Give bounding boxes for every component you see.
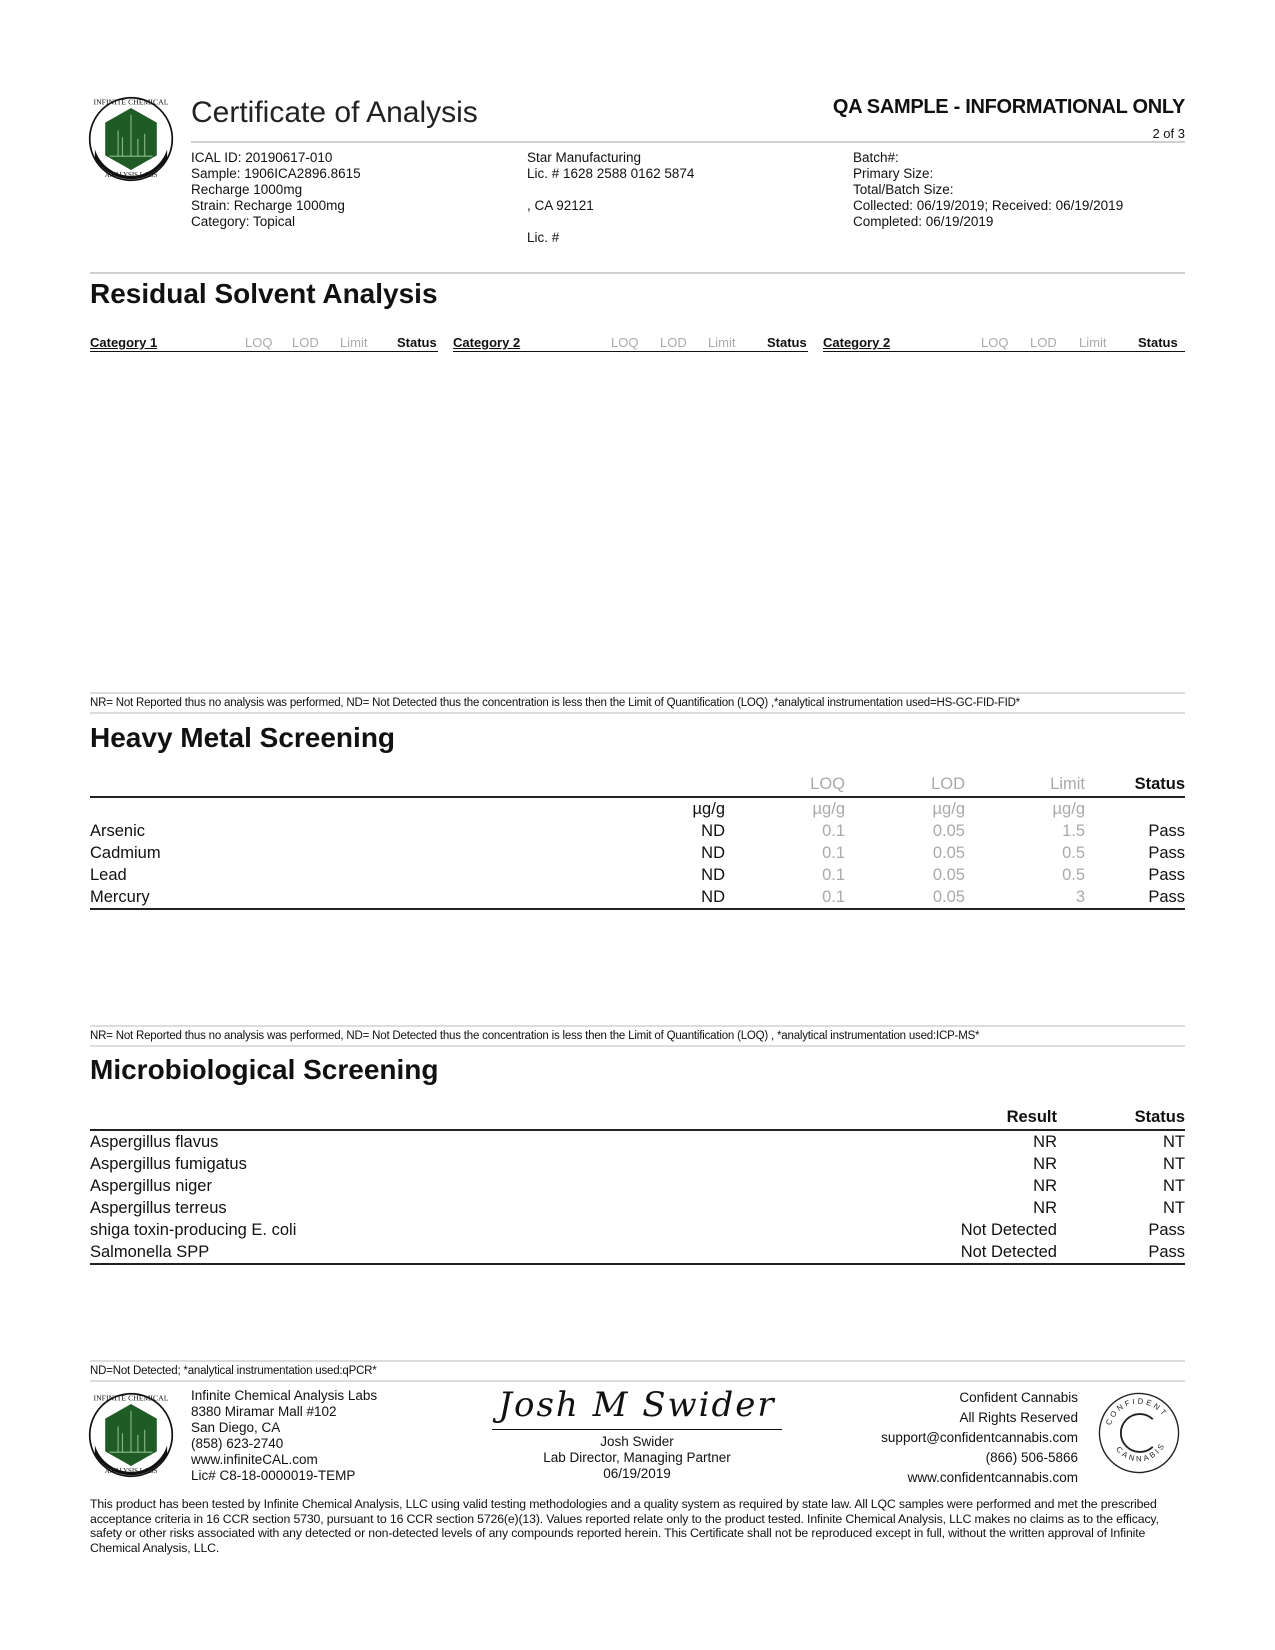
ical-footer-logo-icon bbox=[88, 1392, 174, 1478]
hm-limit-header: Limit bbox=[965, 772, 1085, 797]
page-indicator: 2 of 3 bbox=[1152, 126, 1185, 141]
status-value: Pass bbox=[1148, 865, 1185, 884]
svg-text:INFINITE CHEMICAL: INFINITE CHEMICAL bbox=[93, 97, 169, 107]
micro-status-header: Status bbox=[1057, 1105, 1185, 1130]
hm-status-header: Status bbox=[1085, 772, 1185, 797]
hm-lod-unit: µg/g bbox=[932, 799, 965, 818]
batch-size: Total/Batch Size: bbox=[853, 182, 954, 197]
result-value: ND bbox=[701, 821, 725, 840]
rs-category-header: Category 2 bbox=[453, 335, 521, 350]
cc-website: www.confidentcannabis.com bbox=[907, 1470, 1078, 1485]
analyte-name: Cadmium bbox=[90, 843, 161, 862]
result-value: NR bbox=[1033, 1154, 1057, 1173]
loq-value: 0.1 bbox=[822, 821, 845, 840]
svg-text:CONFIDENT: CONFIDENT bbox=[1103, 1396, 1170, 1427]
heavy-metal-table bbox=[90, 772, 1185, 910]
result-value: ND bbox=[701, 843, 725, 862]
completed-date: Completed: 06/19/2019 bbox=[853, 214, 994, 229]
rs-status-header: Status bbox=[767, 335, 807, 350]
rs-limit-header: Limit bbox=[708, 335, 736, 350]
lod-value: 0.05 bbox=[932, 821, 965, 840]
analyte-name: shiga toxin-producing E. coli bbox=[90, 1220, 297, 1239]
table-row bbox=[90, 864, 1185, 886]
sample-id: Sample: 1906ICA2896.8615 bbox=[191, 166, 361, 181]
rs-category-header: Category 2 bbox=[823, 335, 891, 350]
analyte-name: Aspergillus terreus bbox=[90, 1198, 227, 1217]
svg-text:ANALYSIS LABS: ANALYSIS LABS bbox=[104, 171, 158, 179]
limit-value: 0.5 bbox=[1062, 865, 1085, 884]
sample-info-col1 bbox=[191, 150, 361, 230]
hm-footnote: NR= Not Reported thus no analysis was performed, ND= Not Detected thus the concentration is less then the Limit of Quantification (LOQ) , *analytical instrumentation used:ICP-MS* bbox=[90, 1025, 1185, 1047]
rs-footnote: NR= Not Reported thus no analysis was performed, ND= Not Detected thus the concentration is less then the Limit of Quantification (LOQ) ,*analytical instrumentation used=HS-GC-FID-FID* bbox=[90, 692, 1185, 714]
status-value: NT bbox=[1163, 1154, 1185, 1173]
table-row bbox=[90, 842, 1185, 864]
hm-result-unit: µg/g bbox=[692, 799, 725, 818]
svg-text:CANNABIS: CANNABIS bbox=[1114, 1440, 1168, 1464]
limit-value: 3 bbox=[1075, 887, 1085, 906]
header-divider bbox=[191, 141, 1185, 143]
rs-header-group-2 bbox=[453, 335, 808, 352]
cc-contact-block bbox=[881, 1388, 1078, 1488]
status-value: Pass bbox=[1148, 843, 1185, 862]
result-value: Not Detected bbox=[960, 1220, 1057, 1239]
hm-lod-header: LOD bbox=[845, 772, 965, 797]
analyte-name: Mercury bbox=[90, 887, 150, 906]
client-city-state: , CA 92121 bbox=[527, 198, 594, 213]
table-row bbox=[90, 820, 1185, 842]
lab-contact-block bbox=[191, 1388, 377, 1484]
analyte-name: Aspergillus flavus bbox=[90, 1132, 219, 1151]
hm-loq-unit: µg/g bbox=[812, 799, 845, 818]
table-row bbox=[90, 886, 1185, 909]
loq-value: 0.1 bbox=[822, 843, 845, 862]
cc-rights: All Rights Reserved bbox=[959, 1410, 1078, 1425]
section-divider bbox=[90, 272, 1185, 274]
result-value: NR bbox=[1033, 1132, 1057, 1151]
limit-value: 0.5 bbox=[1062, 843, 1085, 862]
table-row bbox=[90, 1241, 1185, 1264]
cc-phone: (866) 506-5866 bbox=[985, 1450, 1078, 1465]
signature-block bbox=[492, 1385, 782, 1482]
table-row bbox=[90, 1130, 1185, 1153]
confident-cannabis-logo-icon bbox=[1096, 1390, 1182, 1476]
signature-image: Josh M Swider bbox=[492, 1385, 782, 1430]
microbiological-table bbox=[90, 1105, 1185, 1265]
rs-status-header: Status bbox=[397, 335, 437, 350]
analyte-name: Arsenic bbox=[90, 821, 146, 840]
strain: Strain: Recharge 1000mg bbox=[191, 198, 345, 213]
client-blank-line bbox=[527, 214, 694, 230]
product-name: Recharge 1000mg bbox=[191, 182, 303, 197]
status-value: NT bbox=[1163, 1176, 1185, 1195]
rs-category-header: Category 1 bbox=[90, 335, 158, 350]
rs-status-header: Status bbox=[1138, 335, 1178, 350]
micro-result-header: Result bbox=[710, 1105, 1057, 1130]
table-row bbox=[90, 1219, 1185, 1241]
svg-text:ANALYSIS LABS: ANALYSIS LABS bbox=[104, 1467, 158, 1475]
cc-name: Confident Cannabis bbox=[959, 1390, 1078, 1405]
signer-title: Lab Director, Managing Partner bbox=[543, 1450, 731, 1465]
table-row bbox=[90, 1153, 1185, 1175]
sign-date: 06/19/2019 bbox=[603, 1466, 671, 1481]
signer-name: Josh Swider bbox=[600, 1434, 674, 1449]
rs-lod-header: LOD bbox=[292, 335, 319, 350]
hm-limit-unit: µg/g bbox=[1052, 799, 1085, 818]
lab-license: Lic# C8-18-0000019-TEMP bbox=[191, 1468, 356, 1483]
status-value: Pass bbox=[1148, 887, 1185, 906]
table-row bbox=[90, 1197, 1185, 1219]
analyte-name: Aspergillus fumigatus bbox=[90, 1154, 247, 1173]
client-lic: Lic. # bbox=[527, 230, 560, 245]
status-value: Pass bbox=[1148, 821, 1185, 840]
rs-header-group-3 bbox=[823, 335, 1185, 352]
category: Category: Topical bbox=[191, 214, 296, 229]
rs-loq-header: LOQ bbox=[981, 335, 1009, 350]
rs-limit-header: Limit bbox=[340, 335, 368, 350]
sample-info-col3 bbox=[853, 150, 1123, 230]
status-value: NT bbox=[1163, 1198, 1185, 1217]
lab-city: San Diego, CA bbox=[191, 1420, 281, 1435]
rs-header-group-1 bbox=[90, 335, 438, 352]
result-value: NR bbox=[1033, 1198, 1057, 1217]
lab-website: www.infiniteCAL.com bbox=[191, 1452, 318, 1467]
client-license: Lic. # 1628 2588 0162 5874 bbox=[527, 166, 695, 181]
table-row bbox=[90, 1175, 1185, 1197]
legal-disclaimer: This product has been tested by Infinite Chemical Analysis, LLC using valid testing methodologies and a quality system as required by state law. All LQC samples were performed and met the prescribed acceptance criteria in 16 CCR section 5730, pursuant to 16 CCR section 5726(e)(13). Values reported relate only to the product tested. Infinite Chemical Analysis, LLC makes no claims as to the efficacy, safety or other risks associated with any detected or non-detected levels of any compounds reported herein. This Certificate shall not be reproduced except in full, without the written approval of Infinite Chemical Analysis, LLC. bbox=[90, 1497, 1159, 1555]
analyte-name: Aspergillus niger bbox=[90, 1176, 212, 1195]
ical-id: ICAL ID: 20190617-010 bbox=[191, 150, 333, 165]
microbiological-title: Microbiological Screening bbox=[90, 1054, 439, 1085]
svg-text:INFINITE CHEMICAL: INFINITE CHEMICAL bbox=[93, 1393, 169, 1403]
rs-lod-header: LOD bbox=[1030, 335, 1057, 350]
status-value: NT bbox=[1163, 1132, 1185, 1151]
batch-number: Batch#: bbox=[853, 150, 899, 165]
collected-received: Collected: 06/19/2019; Received: 06/19/2019 bbox=[853, 198, 1124, 213]
cc-email: support@confidentcannabis.com bbox=[881, 1430, 1078, 1445]
hm-loq-header: LOQ bbox=[725, 772, 845, 797]
page-title: Certificate of Analysis bbox=[191, 96, 478, 129]
result-value: ND bbox=[701, 887, 725, 906]
lod-value: 0.05 bbox=[932, 887, 965, 906]
qa-sample-label: QA SAMPLE - INFORMATIONAL ONLY bbox=[832, 96, 1185, 118]
residual-solvent-title: Residual Solvent Analysis bbox=[90, 278, 438, 309]
loq-value: 0.1 bbox=[822, 887, 845, 906]
limit-value: 1.5 bbox=[1062, 821, 1085, 840]
result-value: NR bbox=[1033, 1176, 1057, 1195]
loq-value: 0.1 bbox=[822, 865, 845, 884]
result-value: Not Detected bbox=[960, 1242, 1057, 1261]
result-value: ND bbox=[701, 865, 725, 884]
rs-loq-header: LOQ bbox=[245, 335, 273, 350]
analyte-name: Salmonella SPP bbox=[90, 1242, 210, 1261]
lab-name: Infinite Chemical Analysis Labs bbox=[191, 1388, 378, 1403]
heavy-metal-title: Heavy Metal Screening bbox=[90, 722, 396, 753]
client-name: Star Manufacturing bbox=[527, 150, 642, 165]
lab-address: 8380 Miramar Mall #102 bbox=[191, 1404, 337, 1419]
ical-logo-icon bbox=[88, 96, 174, 182]
status-value: Pass bbox=[1148, 1220, 1185, 1239]
lab-phone: (858) 623-2740 bbox=[191, 1436, 284, 1451]
rs-lod-header: LOD bbox=[660, 335, 687, 350]
primary-size: Primary Size: bbox=[853, 166, 934, 181]
micro-footnote: ND=Not Detected; *analytical instrumentation used:qPCR* bbox=[90, 1360, 1185, 1382]
lod-value: 0.05 bbox=[932, 843, 965, 862]
sample-info-col2 bbox=[527, 150, 694, 246]
rs-loq-header: LOQ bbox=[611, 335, 639, 350]
analyte-name: Lead bbox=[90, 865, 127, 884]
lod-value: 0.05 bbox=[932, 865, 965, 884]
rs-limit-header: Limit bbox=[1079, 335, 1107, 350]
status-value: Pass bbox=[1148, 1242, 1185, 1261]
client-address-line bbox=[527, 182, 694, 198]
